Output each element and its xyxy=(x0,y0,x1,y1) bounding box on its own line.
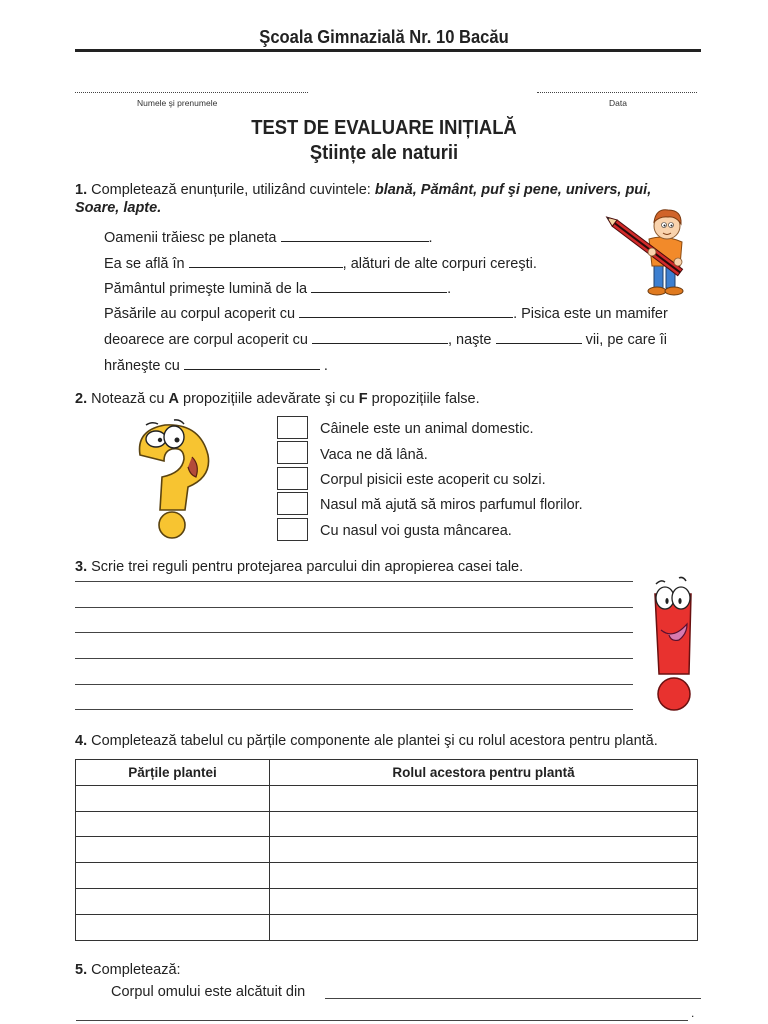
q2-statement-3: Corpul pisicii este acoperit cu solzi. xyxy=(320,472,546,488)
table-cell-part[interactable] xyxy=(76,914,270,940)
q1-s3-end: . xyxy=(447,281,452,297)
table-row xyxy=(76,914,698,940)
q1-word-bank: blană, Pământ, puf şi pene, univers, pui, xyxy=(374,182,652,198)
q2-answer-box-1[interactable] xyxy=(277,416,308,439)
q2-letter-a: A xyxy=(168,391,179,407)
q1-s6-text: hrăneşte cu xyxy=(104,358,180,374)
test-subtitle: Ştiințe ale naturii xyxy=(309,142,459,164)
q1-s4-blank[interactable] xyxy=(299,305,513,318)
q2-answer-box-4[interactable] xyxy=(277,492,308,515)
q5-instruction: Completează: xyxy=(91,962,181,978)
table-cell-role[interactable] xyxy=(270,811,698,837)
q2-prompt xyxy=(75,391,480,407)
q1-s5-end: vii, pe care îi xyxy=(585,332,667,348)
q3-answer-line-2[interactable] xyxy=(75,607,633,608)
q3-answer-line-1[interactable] xyxy=(75,581,633,582)
q1-prompt-cont xyxy=(75,200,161,216)
date-field[interactable] xyxy=(537,92,697,93)
q2-text-c: propozițiile false. xyxy=(371,391,480,407)
q2-statement-1: Câinele este un animal domestic. xyxy=(320,421,534,437)
q2-text-a: Notează cu xyxy=(91,391,165,407)
q1-s1-blank[interactable] xyxy=(281,229,429,242)
exclamation-mark-character-icon xyxy=(645,572,701,714)
table-row xyxy=(76,888,698,914)
q1-s5-blank-1[interactable] xyxy=(312,331,448,344)
q5-number: 5. xyxy=(75,962,88,978)
q2-statement-5: Cu nasul voi gusta mâncarea. xyxy=(320,523,512,539)
q1-s5-mid: , naşte xyxy=(447,332,492,348)
table-cell-role[interactable] xyxy=(270,888,698,914)
q3-prompt xyxy=(75,559,523,575)
q5-answer-line-2[interactable] xyxy=(76,1020,688,1021)
table-cell-part[interactable] xyxy=(76,785,270,811)
table-cell-part[interactable] xyxy=(76,811,270,837)
q1-s2-end: , alături de alte corpuri cereşti. xyxy=(342,256,537,272)
table-row xyxy=(76,863,698,889)
school-name: Şcoala Gimnazială Nr. 10 Bacău xyxy=(259,27,509,47)
q2-number: 2. xyxy=(75,391,88,407)
q4-instruction: Completează tabelul cu părțile componente ale plantei şi cu rolul acestora pentru plantă. xyxy=(91,733,658,749)
q3-number: 3. xyxy=(75,559,88,575)
column-header-role: Rolul acestora pentru plantă xyxy=(270,760,698,786)
q3-answer-line-5[interactable] xyxy=(75,684,633,685)
q3-instruction: Scrie trei reguli pentru protejarea parcului din apropierea casei tale. xyxy=(91,559,524,575)
q2-statement-2: Vaca ne dă lână. xyxy=(320,447,428,463)
q1-s6-blank[interactable] xyxy=(184,357,320,370)
q5-sentence: Corpul omului este alcătuit din xyxy=(111,984,306,1000)
q2-answer-box-3[interactable] xyxy=(277,467,308,490)
q1-sentence-6 xyxy=(104,357,328,374)
table-cell-role[interactable] xyxy=(270,785,698,811)
name-label: Numele şi prenumele xyxy=(137,98,218,108)
q1-s1-end: . xyxy=(428,230,433,246)
test-title: TEST DE EVALUARE INIȚIALĂ xyxy=(251,117,517,139)
header-divider xyxy=(75,49,701,52)
q1-prompt xyxy=(75,182,651,198)
q5-answer-line-1[interactable] xyxy=(325,998,701,999)
q1-s6-end: . xyxy=(323,358,328,374)
q1-s4-text: Păsările au corpul acoperit cu xyxy=(104,306,296,322)
boy-with-pencil-icon xyxy=(604,204,699,298)
date-label: Data xyxy=(609,98,627,108)
q1-sentence-5 xyxy=(104,331,667,348)
q2-statement-4: Nasul mă ajută să miros parfumul florilor. xyxy=(320,497,583,513)
q1-s4-end: . Pisica este un mamifer xyxy=(513,306,668,322)
q3-answer-line-4[interactable] xyxy=(75,658,633,659)
q1-s3-blank[interactable] xyxy=(311,280,447,293)
q2-answer-box-5[interactable] xyxy=(277,518,308,541)
table-cell-role[interactable] xyxy=(270,863,698,889)
q1-s1-text: Oamenii trăiesc pe planeta xyxy=(104,230,277,246)
q5-end-period: . xyxy=(691,1006,695,1020)
name-field[interactable] xyxy=(75,92,308,93)
q4-number: 4. xyxy=(75,733,88,749)
q1-s5-blank-2[interactable] xyxy=(496,331,582,344)
q1-s3-text: Pământul primeşte lumină de la xyxy=(104,281,308,297)
q3-answer-line-3[interactable] xyxy=(75,632,633,633)
q5-prompt xyxy=(75,962,181,978)
question-mark-character-icon xyxy=(130,415,220,540)
plant-parts-table xyxy=(75,759,698,941)
table-row xyxy=(76,785,698,811)
column-header-parts: Părțile plantei xyxy=(76,760,270,786)
q1-s2-text: Ea se află în xyxy=(104,256,185,272)
table-row xyxy=(76,837,698,863)
table-cell-part[interactable] xyxy=(76,863,270,889)
table-cell-role[interactable] xyxy=(270,914,698,940)
q1-sentence-2 xyxy=(104,255,537,272)
table-cell-part[interactable] xyxy=(76,837,270,863)
table-cell-role[interactable] xyxy=(270,837,698,863)
q2-letter-f: F xyxy=(358,391,368,407)
q2-answer-box-2[interactable] xyxy=(277,441,308,464)
q1-sentence-3 xyxy=(104,280,451,297)
q1-sentence-1 xyxy=(104,229,433,246)
q2-text-b: propozițiile adevărate şi cu xyxy=(183,391,355,407)
table-row xyxy=(76,811,698,837)
table-header-row xyxy=(76,760,698,786)
q4-prompt xyxy=(75,733,658,749)
q1-s2-blank[interactable] xyxy=(189,255,343,268)
q3-answer-line-6[interactable] xyxy=(75,709,633,710)
q1-s5-text: deoarece are corpul acoperit cu xyxy=(104,332,308,348)
q1-number: 1. xyxy=(75,182,88,198)
table-cell-part[interactable] xyxy=(76,888,270,914)
q1-instruction: Completează enunțurile, utilizând cuvintele: xyxy=(91,182,371,198)
q1-sentence-4 xyxy=(104,305,668,322)
q1-word-bank-cont: Soare, lapte. xyxy=(75,200,162,216)
